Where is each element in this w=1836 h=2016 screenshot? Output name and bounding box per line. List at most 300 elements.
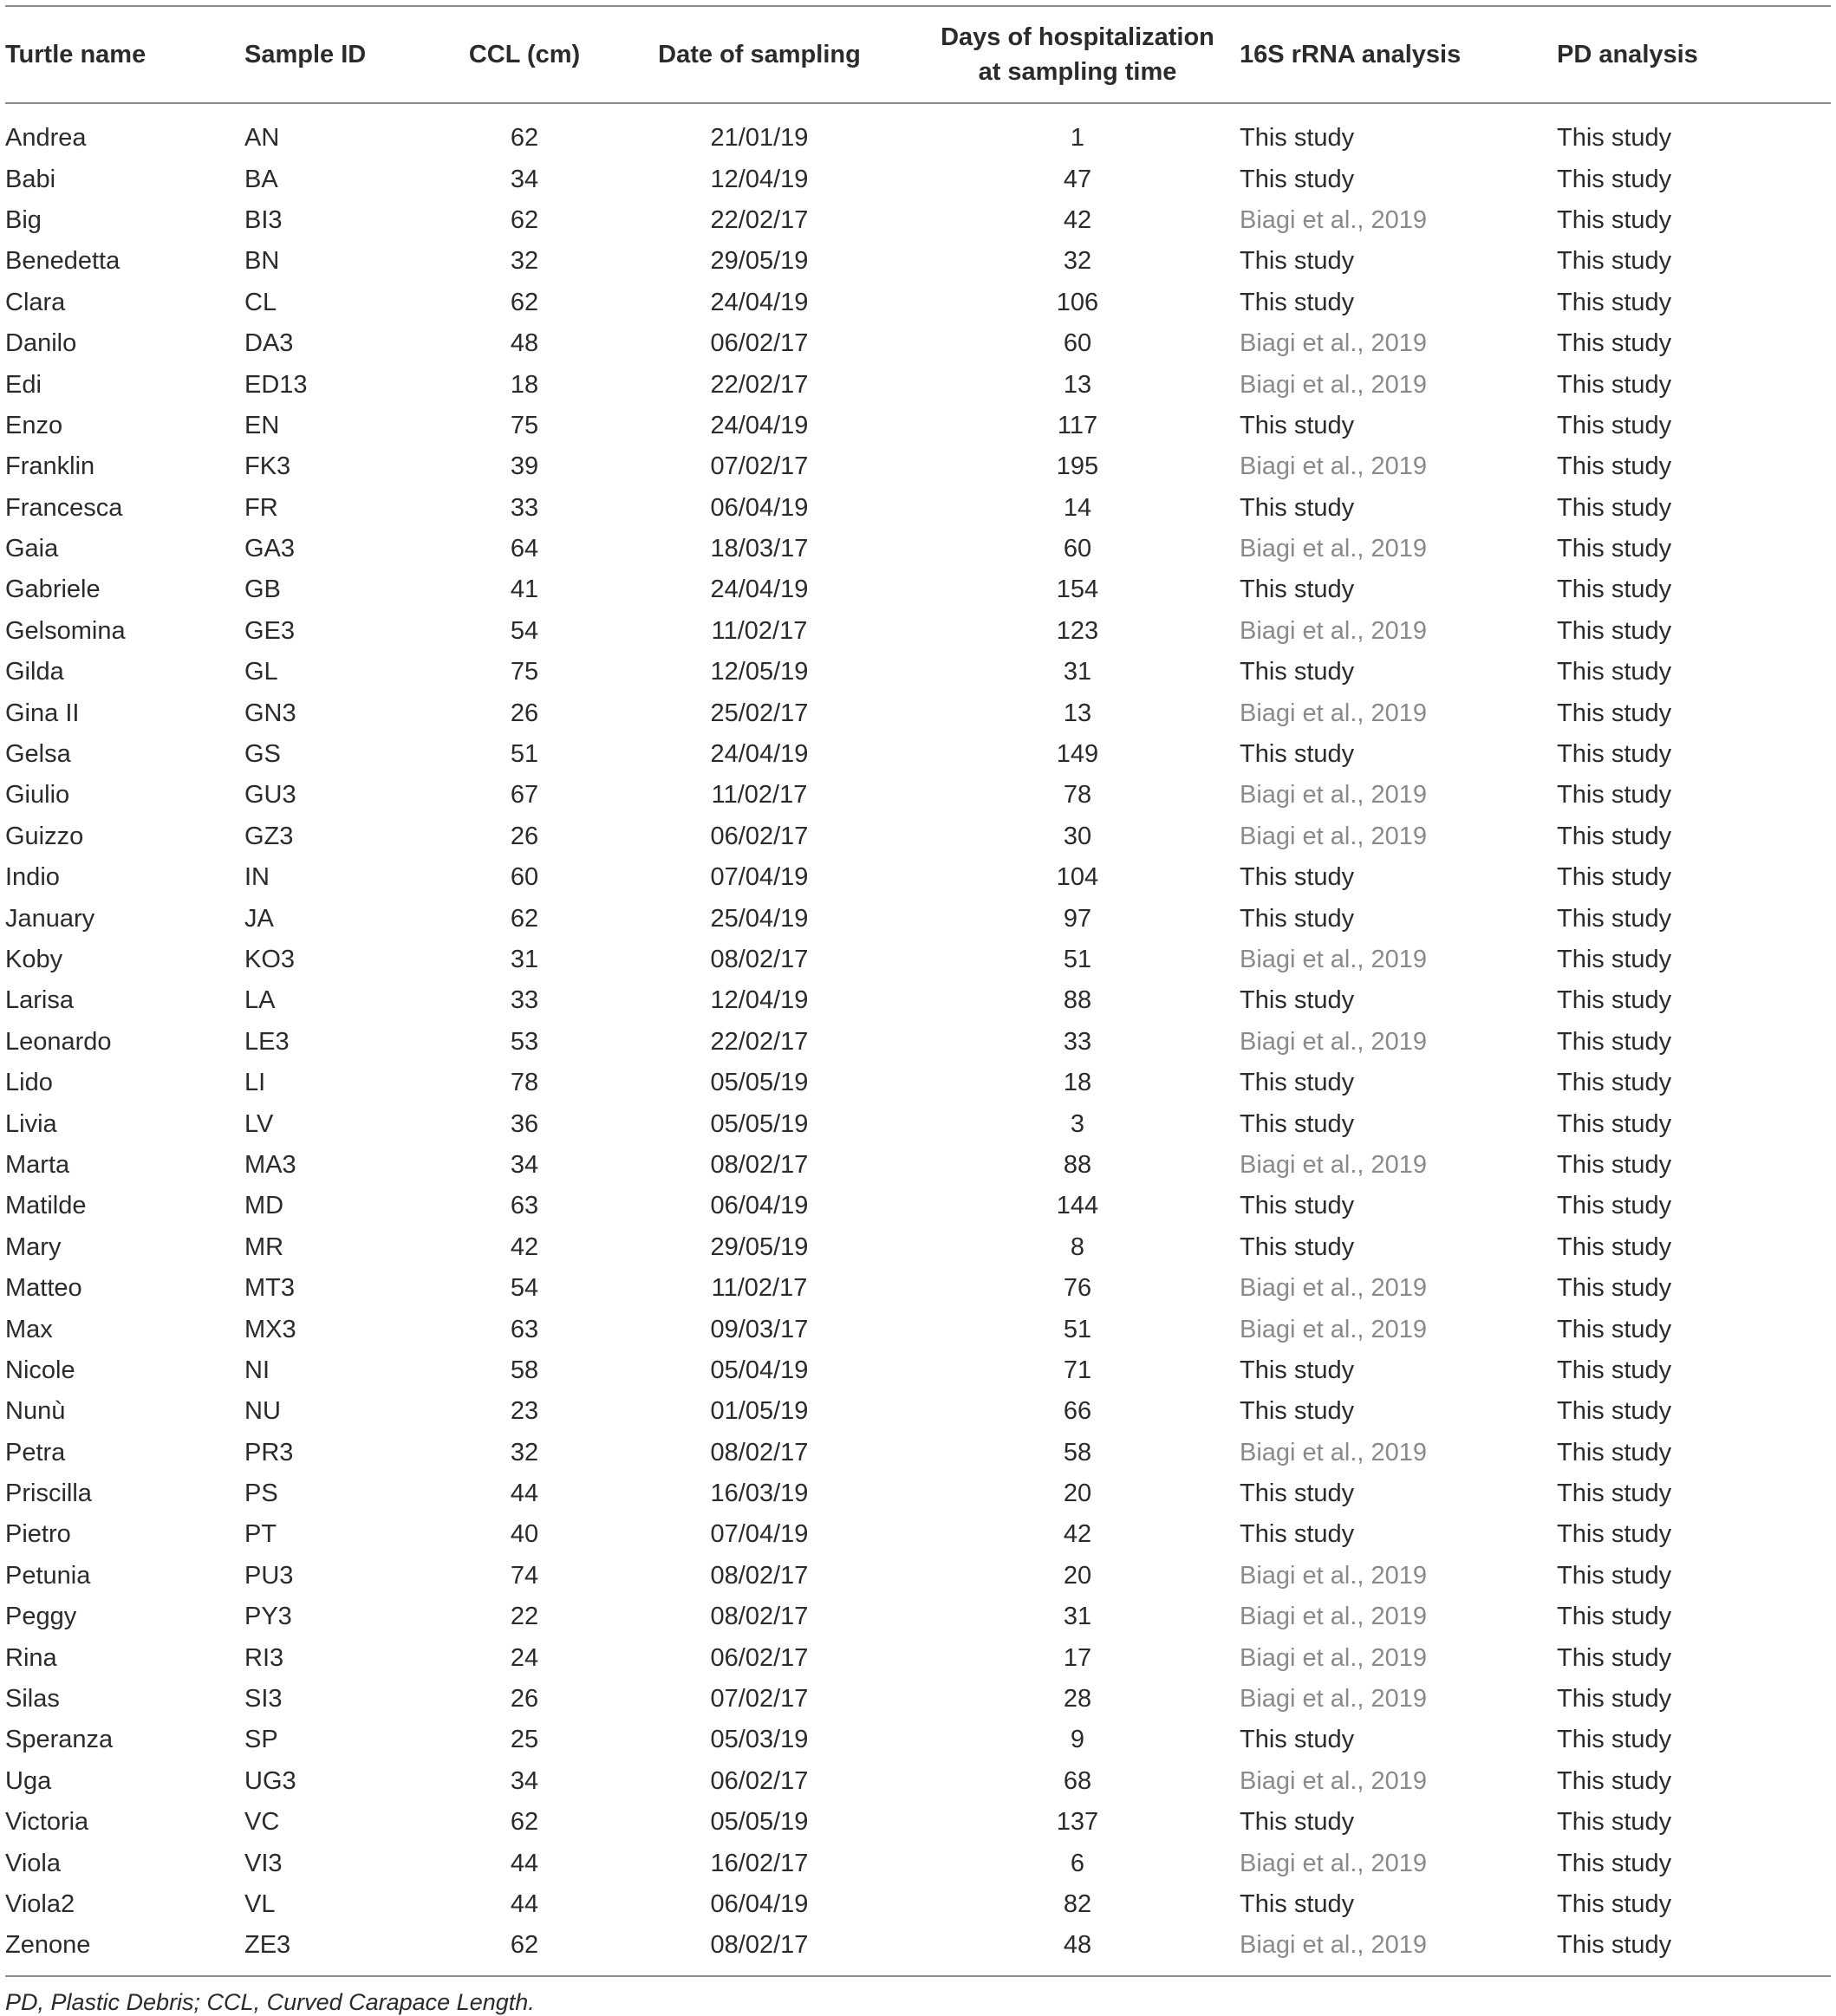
cell-turtle-name: Petra (5, 1438, 66, 1466)
table-row (5, 816, 1831, 857)
table-row (5, 569, 1831, 610)
header-days-line1: Days of hospitalization (941, 23, 1214, 51)
cell-date: 07/02/17 (710, 1685, 809, 1714)
cell-sample-id: PU3 (244, 1561, 294, 1590)
cell-date: 08/02/17 (710, 1603, 809, 1631)
cell-16s-rrna: Biagi et al., 2019 (1240, 370, 1428, 399)
cell-date: 06/02/17 (710, 329, 809, 358)
cell-turtle-name: Koby (5, 946, 63, 973)
cell-ccl: 25 (510, 1726, 539, 1754)
cell-turtle-name: Matilde (5, 1192, 87, 1220)
table-row (5, 1063, 1831, 1103)
cell-date: 06/02/17 (710, 1643, 809, 1672)
cell-16s-rrna: This study (1240, 124, 1355, 153)
cell-days: 6 (1070, 1849, 1085, 1877)
table-row (5, 1679, 1831, 1720)
cell-date: 25/04/19 (710, 904, 809, 933)
cell-days: 123 (1056, 616, 1099, 645)
cell-sample-id: AN (244, 124, 280, 153)
cell-sample-id: NI (244, 1356, 270, 1384)
table-row (5, 1186, 1831, 1226)
cell-days: 20 (1063, 1561, 1092, 1590)
cell-16s-rrna: Biagi et al., 2019 (1240, 1150, 1428, 1179)
cell-sample-id: MR (244, 1232, 284, 1261)
cell-pd: This study (1557, 329, 1672, 358)
cell-sample-id: KO3 (244, 946, 296, 973)
cell-turtle-name: Big (5, 205, 42, 234)
cell-days: 42 (1063, 1520, 1092, 1549)
cell-days: 47 (1063, 165, 1092, 193)
header-date: Date of sampling (658, 41, 861, 68)
cell-turtle-name: Silas (5, 1685, 60, 1714)
cell-days: 8 (1070, 1232, 1085, 1261)
cell-days: 3 (1070, 1109, 1085, 1138)
table-row (5, 323, 1831, 364)
cell-ccl: 62 (510, 1808, 539, 1837)
table-row (5, 1309, 1831, 1349)
cell-pd: This study (1557, 781, 1672, 810)
cell-days: 60 (1063, 535, 1092, 563)
cell-ccl: 63 (510, 1315, 539, 1343)
table-footnote: PD, Plastic Debris; CCL, Curved Carapace Length. (5, 1988, 535, 2015)
cell-16s-rrna: Biagi et al., 2019 (1240, 329, 1428, 358)
cell-pd: This study (1557, 1069, 1672, 1097)
table-row (5, 693, 1831, 733)
cell-turtle-name: Enzo (5, 411, 63, 439)
cell-days: 58 (1063, 1438, 1092, 1466)
cell-sample-id: UG3 (244, 1766, 296, 1795)
cell-pd: This study (1557, 1232, 1672, 1261)
cell-ccl: 75 (510, 658, 539, 686)
cell-ccl: 42 (510, 1232, 539, 1261)
cell-days: 97 (1063, 904, 1092, 933)
cell-turtle-name: Priscilla (5, 1479, 92, 1508)
cell-ccl: 78 (510, 1069, 539, 1097)
table-row (5, 1843, 1831, 1883)
cell-turtle-name: Indio (5, 863, 60, 892)
cell-turtle-name: Giulio (5, 781, 70, 810)
cell-16s-rrna: This study (1240, 658, 1355, 686)
table-row (5, 1514, 1831, 1555)
cell-ccl: 58 (510, 1356, 539, 1384)
cell-turtle-name: Zenone (5, 1931, 91, 1960)
header-row (5, 6, 1831, 103)
cell-sample-id: GN3 (244, 699, 296, 727)
cell-sample-id: PY3 (244, 1603, 292, 1631)
cell-turtle-name: Petunia (5, 1561, 91, 1590)
table-row (5, 980, 1831, 1021)
table-row (5, 1022, 1831, 1063)
cell-days: 51 (1063, 946, 1092, 973)
cell-sample-id: ED13 (244, 370, 308, 399)
cell-date: 01/05/19 (710, 1397, 809, 1426)
cell-16s-rrna: This study (1240, 1889, 1355, 1918)
cell-turtle-name: Nunù (5, 1397, 66, 1426)
cell-days: 71 (1063, 1356, 1092, 1384)
table-row (5, 1103, 1831, 1144)
cell-16s-rrna: Biagi et al., 2019 (1240, 1849, 1428, 1877)
cell-ccl: 22 (510, 1603, 539, 1631)
cell-sample-id: VI3 (244, 1849, 283, 1877)
table-row (5, 1637, 1831, 1678)
cell-16s-rrna: This study (1240, 247, 1355, 276)
cell-ccl: 33 (510, 493, 539, 522)
cell-ccl: 62 (510, 904, 539, 933)
table-row (5, 857, 1831, 898)
cell-sample-id: MD (244, 1192, 284, 1220)
cell-date: 08/02/17 (710, 946, 809, 973)
cell-16s-rrna: This study (1240, 1356, 1355, 1384)
cell-sample-id: PS (244, 1479, 278, 1508)
cell-turtle-name: Danilo (5, 329, 77, 358)
cell-turtle-name: Leonardo (5, 1027, 112, 1056)
cell-ccl: 64 (510, 535, 539, 563)
cell-sample-id: ZE3 (244, 1931, 291, 1960)
table-row (5, 1350, 1831, 1391)
cell-ccl: 74 (510, 1561, 539, 1590)
cell-turtle-name: Andrea (5, 124, 87, 153)
cell-turtle-name: Max (5, 1315, 53, 1343)
cell-ccl: 54 (510, 1274, 539, 1303)
cell-pd: This study (1557, 247, 1672, 276)
cell-16s-rrna: This study (1240, 740, 1355, 769)
cell-days: 33 (1063, 1027, 1092, 1056)
cell-pd: This study (1557, 1356, 1672, 1384)
cell-date: 21/01/19 (710, 124, 809, 153)
cell-date: 05/05/19 (710, 1808, 809, 1837)
cell-pd: This study (1557, 1766, 1672, 1795)
cell-16s-rrna: This study (1240, 1726, 1355, 1754)
cell-sample-id: VL (244, 1889, 276, 1918)
cell-ccl: 62 (510, 1931, 539, 1960)
cell-date: 22/02/17 (710, 370, 809, 399)
table-row (5, 446, 1831, 487)
cell-ccl: 44 (510, 1479, 539, 1508)
table-body (5, 103, 1831, 1976)
cell-pd: This study (1557, 1150, 1672, 1179)
table-row (5, 1556, 1831, 1597)
cell-pd: This study (1557, 576, 1672, 604)
cell-16s-rrna: Biagi et al., 2019 (1240, 1643, 1428, 1672)
cell-days: 78 (1063, 781, 1092, 810)
cell-16s-rrna: This study (1240, 1192, 1355, 1220)
cell-date: 08/02/17 (710, 1561, 809, 1590)
cell-days: 1 (1070, 124, 1085, 153)
cell-turtle-name: Viola (5, 1849, 61, 1877)
cell-date: 08/02/17 (710, 1150, 809, 1179)
cell-turtle-name: Gabriele (5, 576, 101, 604)
header-days-line2: at sampling time (978, 58, 1177, 86)
cell-16s-rrna: This study (1240, 1109, 1355, 1138)
cell-date: 18/03/17 (710, 535, 809, 563)
cell-ccl: 26 (510, 699, 539, 727)
cell-date: 06/04/19 (710, 493, 809, 522)
cell-pd: This study (1557, 1561, 1672, 1590)
cell-ccl: 40 (510, 1520, 539, 1549)
cell-ccl: 36 (510, 1109, 539, 1138)
cell-turtle-name: Benedetta (5, 247, 120, 276)
cell-sample-id: GZ3 (244, 822, 294, 850)
cell-pd: This study (1557, 1726, 1672, 1754)
cell-sample-id: GU3 (244, 781, 296, 810)
cell-days: 68 (1063, 1766, 1092, 1795)
cell-date: 29/05/19 (710, 1232, 809, 1261)
table-row (5, 1268, 1831, 1309)
cell-pd: This study (1557, 1889, 1672, 1918)
cell-date: 07/04/19 (710, 1520, 809, 1549)
cell-pd: This study (1557, 1603, 1672, 1631)
cell-sample-id: LA (244, 986, 276, 1015)
cell-date: 29/05/19 (710, 247, 809, 276)
table-row (5, 611, 1831, 652)
cell-sample-id: LE3 (244, 1027, 290, 1056)
table-row (5, 1391, 1831, 1432)
cell-16s-rrna: Biagi et al., 2019 (1240, 1561, 1428, 1590)
cell-ccl: 23 (510, 1397, 539, 1426)
cell-16s-rrna: This study (1240, 1232, 1355, 1261)
cell-16s-rrna: This study (1240, 904, 1355, 933)
cell-pd: This study (1557, 986, 1672, 1015)
cell-date: 16/03/19 (710, 1479, 809, 1508)
cell-turtle-name: Uga (5, 1766, 52, 1795)
cell-pd: This study (1557, 124, 1672, 153)
table-row (5, 529, 1831, 569)
table-row (5, 1761, 1831, 1802)
cell-16s-rrna: Biagi et al., 2019 (1240, 1931, 1428, 1960)
cell-days: 60 (1063, 329, 1092, 358)
cell-ccl: 63 (510, 1192, 539, 1220)
cell-days: 149 (1056, 740, 1099, 769)
cell-turtle-name: Mary (5, 1232, 62, 1261)
cell-days: 76 (1063, 1274, 1092, 1303)
cell-date: 12/04/19 (710, 986, 809, 1015)
table-row (5, 283, 1831, 323)
cell-pd: This study (1557, 1438, 1672, 1466)
cell-date: 25/02/17 (710, 699, 809, 727)
cell-turtle-name: Marta (5, 1150, 70, 1179)
table-container (5, 5, 1831, 2016)
cell-days: 30 (1063, 822, 1092, 850)
table-row (5, 652, 1831, 693)
cell-ccl: 32 (510, 247, 539, 276)
cell-ccl: 53 (510, 1027, 539, 1056)
cell-turtle-name: Rina (5, 1643, 57, 1672)
cell-sample-id: JA (244, 904, 274, 933)
cell-ccl: 75 (510, 411, 539, 439)
table-row (5, 488, 1831, 529)
cell-pd: This study (1557, 658, 1672, 686)
cell-ccl: 67 (510, 781, 539, 810)
cell-pd: This study (1557, 1685, 1672, 1714)
table-row (5, 775, 1831, 816)
cell-pd: This study (1557, 1315, 1672, 1343)
table-row (5, 940, 1831, 980)
cell-date: 08/02/17 (710, 1931, 809, 1960)
cell-days: 32 (1063, 247, 1092, 276)
cell-16s-rrna: Biagi et al., 2019 (1240, 699, 1428, 727)
cell-16s-rrna: Biagi et al., 2019 (1240, 616, 1428, 645)
cell-pd: This study (1557, 863, 1672, 892)
cell-turtle-name: Franklin (5, 452, 95, 481)
cell-date: 05/03/19 (710, 1726, 809, 1754)
cell-ccl: 34 (510, 1766, 539, 1795)
cell-sample-id: EN (244, 411, 280, 439)
cell-date: 24/04/19 (710, 411, 809, 439)
table-row (5, 406, 1831, 446)
cell-16s-rrna: Biagi et al., 2019 (1240, 781, 1428, 810)
cell-days: 117 (1057, 411, 1098, 439)
cell-days: 9 (1070, 1726, 1085, 1754)
cell-turtle-name: Gelsa (5, 740, 71, 769)
cell-sample-id: SI3 (244, 1685, 283, 1714)
cell-date: 24/04/19 (710, 740, 809, 769)
cell-date: 05/04/19 (710, 1356, 809, 1384)
table-row (5, 898, 1831, 939)
cell-16s-rrna: This study (1240, 165, 1355, 193)
cell-16s-rrna: Biagi et al., 2019 (1240, 205, 1428, 234)
header-pd: PD analysis (1557, 41, 1698, 68)
cell-date: 08/02/17 (710, 1438, 809, 1466)
cell-date: 06/04/19 (710, 1192, 809, 1220)
cell-16s-rrna: This study (1240, 986, 1355, 1015)
cell-sample-id: DA3 (244, 329, 294, 358)
cell-16s-rrna: Biagi et al., 2019 (1240, 1438, 1428, 1466)
cell-sample-id: GB (244, 576, 281, 604)
cell-ccl: 24 (510, 1643, 539, 1672)
cell-turtle-name: Victoria (5, 1808, 89, 1837)
cell-pd: This study (1557, 288, 1672, 316)
cell-date: 06/04/19 (710, 1889, 809, 1918)
cell-date: 06/02/17 (710, 822, 809, 850)
cell-date: 05/05/19 (710, 1109, 809, 1138)
table-row (5, 1145, 1831, 1186)
table-row (5, 364, 1831, 405)
cell-ccl: 34 (510, 165, 539, 193)
cell-ccl: 32 (510, 1438, 539, 1466)
cell-date: 06/02/17 (710, 1766, 809, 1795)
cell-days: 154 (1056, 576, 1099, 604)
header-16s-rrna: 16S rRNA analysis (1240, 41, 1462, 68)
cell-turtle-name: Babi (5, 165, 56, 193)
table-row (5, 1473, 1831, 1514)
cell-sample-id: VC (244, 1808, 280, 1837)
cell-sample-id: BA (244, 165, 278, 193)
cell-16s-rrna: Biagi et al., 2019 (1240, 822, 1428, 850)
cell-ccl: 18 (510, 370, 539, 399)
cell-days: 31 (1063, 1603, 1092, 1631)
cell-16s-rrna: Biagi et al., 2019 (1240, 1315, 1428, 1343)
cell-date: 24/04/19 (710, 288, 809, 316)
cell-days: 106 (1056, 288, 1099, 316)
cell-ccl: 51 (510, 740, 539, 769)
cell-turtle-name: Clara (5, 288, 66, 316)
cell-pd: This study (1557, 370, 1672, 399)
table-row (5, 1925, 1831, 1975)
cell-ccl: 31 (510, 946, 539, 973)
cell-sample-id: SP (244, 1726, 278, 1754)
cell-pd: This study (1557, 493, 1672, 522)
cell-16s-rrna: This study (1240, 1069, 1355, 1097)
cell-days: 66 (1063, 1397, 1092, 1426)
cell-16s-rrna: This study (1240, 1479, 1355, 1508)
cell-ccl: 62 (510, 124, 539, 153)
cell-sample-id: GL (244, 658, 278, 686)
cell-turtle-name: January (5, 904, 95, 933)
cell-date: 11/02/17 (711, 781, 808, 810)
cell-pd: This study (1557, 535, 1672, 563)
table-row (5, 1884, 1831, 1925)
cell-days: 144 (1056, 1192, 1099, 1220)
cell-pd: This study (1557, 904, 1672, 933)
cell-date: 12/04/19 (710, 165, 809, 193)
cell-days: 20 (1063, 1479, 1092, 1508)
cell-ccl: 39 (510, 452, 539, 481)
cell-pd: This study (1557, 1109, 1672, 1138)
cell-pd: This study (1557, 616, 1672, 645)
header-days (915, 6, 1240, 103)
cell-pd: This study (1557, 1192, 1672, 1220)
cell-days: 14 (1063, 493, 1092, 522)
cell-pd: This study (1557, 1931, 1672, 1960)
cell-sample-id: FK3 (244, 452, 291, 481)
cell-16s-rrna: Biagi et al., 2019 (1240, 1274, 1428, 1303)
cell-sample-id: MT3 (244, 1274, 295, 1303)
cell-turtle-name: Pietro (5, 1520, 71, 1549)
cell-sample-id: LI (244, 1069, 266, 1097)
cell-turtle-name: Gilda (5, 658, 64, 686)
cell-ccl: 48 (510, 329, 539, 358)
table-row (5, 1433, 1831, 1473)
cell-ccl: 41 (510, 576, 539, 604)
cell-16s-rrna: This study (1240, 411, 1355, 439)
cell-days: 28 (1063, 1685, 1092, 1714)
cell-ccl: 62 (510, 288, 539, 316)
cell-pd: This study (1557, 1808, 1672, 1837)
cell-turtle-name: Matteo (5, 1274, 82, 1303)
cell-date: 09/03/17 (710, 1315, 809, 1343)
cell-turtle-name: Edi (5, 370, 42, 399)
cell-date: 22/02/17 (710, 205, 809, 234)
cell-date: 24/04/19 (710, 576, 809, 604)
header-ccl: CCL (cm) (468, 41, 581, 68)
table-row (5, 103, 1831, 159)
cell-turtle-name: Speranza (5, 1726, 114, 1754)
cell-sample-id: BN (244, 247, 280, 276)
cell-days: 51 (1063, 1315, 1092, 1343)
cell-sample-id: FR (244, 493, 278, 522)
cell-16s-rrna: This study (1240, 493, 1355, 522)
header-sample-id: Sample ID (244, 41, 367, 68)
cell-date: 12/05/19 (710, 658, 809, 686)
cell-sample-id: GA3 (244, 535, 296, 563)
cell-16s-rrna: This study (1240, 1397, 1355, 1426)
cell-16s-rrna: Biagi et al., 2019 (1240, 1603, 1428, 1631)
cell-16s-rrna: This study (1240, 863, 1355, 892)
cell-pd: This study (1557, 165, 1672, 193)
table-row (5, 1720, 1831, 1760)
cell-16s-rrna: This study (1240, 1808, 1355, 1837)
cell-turtle-name: Peggy (5, 1603, 77, 1631)
cell-ccl: 33 (510, 986, 539, 1015)
cell-days: 48 (1063, 1931, 1092, 1960)
cell-days: 18 (1063, 1069, 1092, 1097)
table-row (5, 159, 1831, 199)
cell-days: 137 (1056, 1808, 1099, 1837)
cell-turtle-name: Nicole (5, 1356, 75, 1384)
cell-days: 88 (1063, 1150, 1092, 1179)
cell-turtle-name: Larisa (5, 986, 74, 1015)
cell-ccl: 54 (510, 616, 539, 645)
